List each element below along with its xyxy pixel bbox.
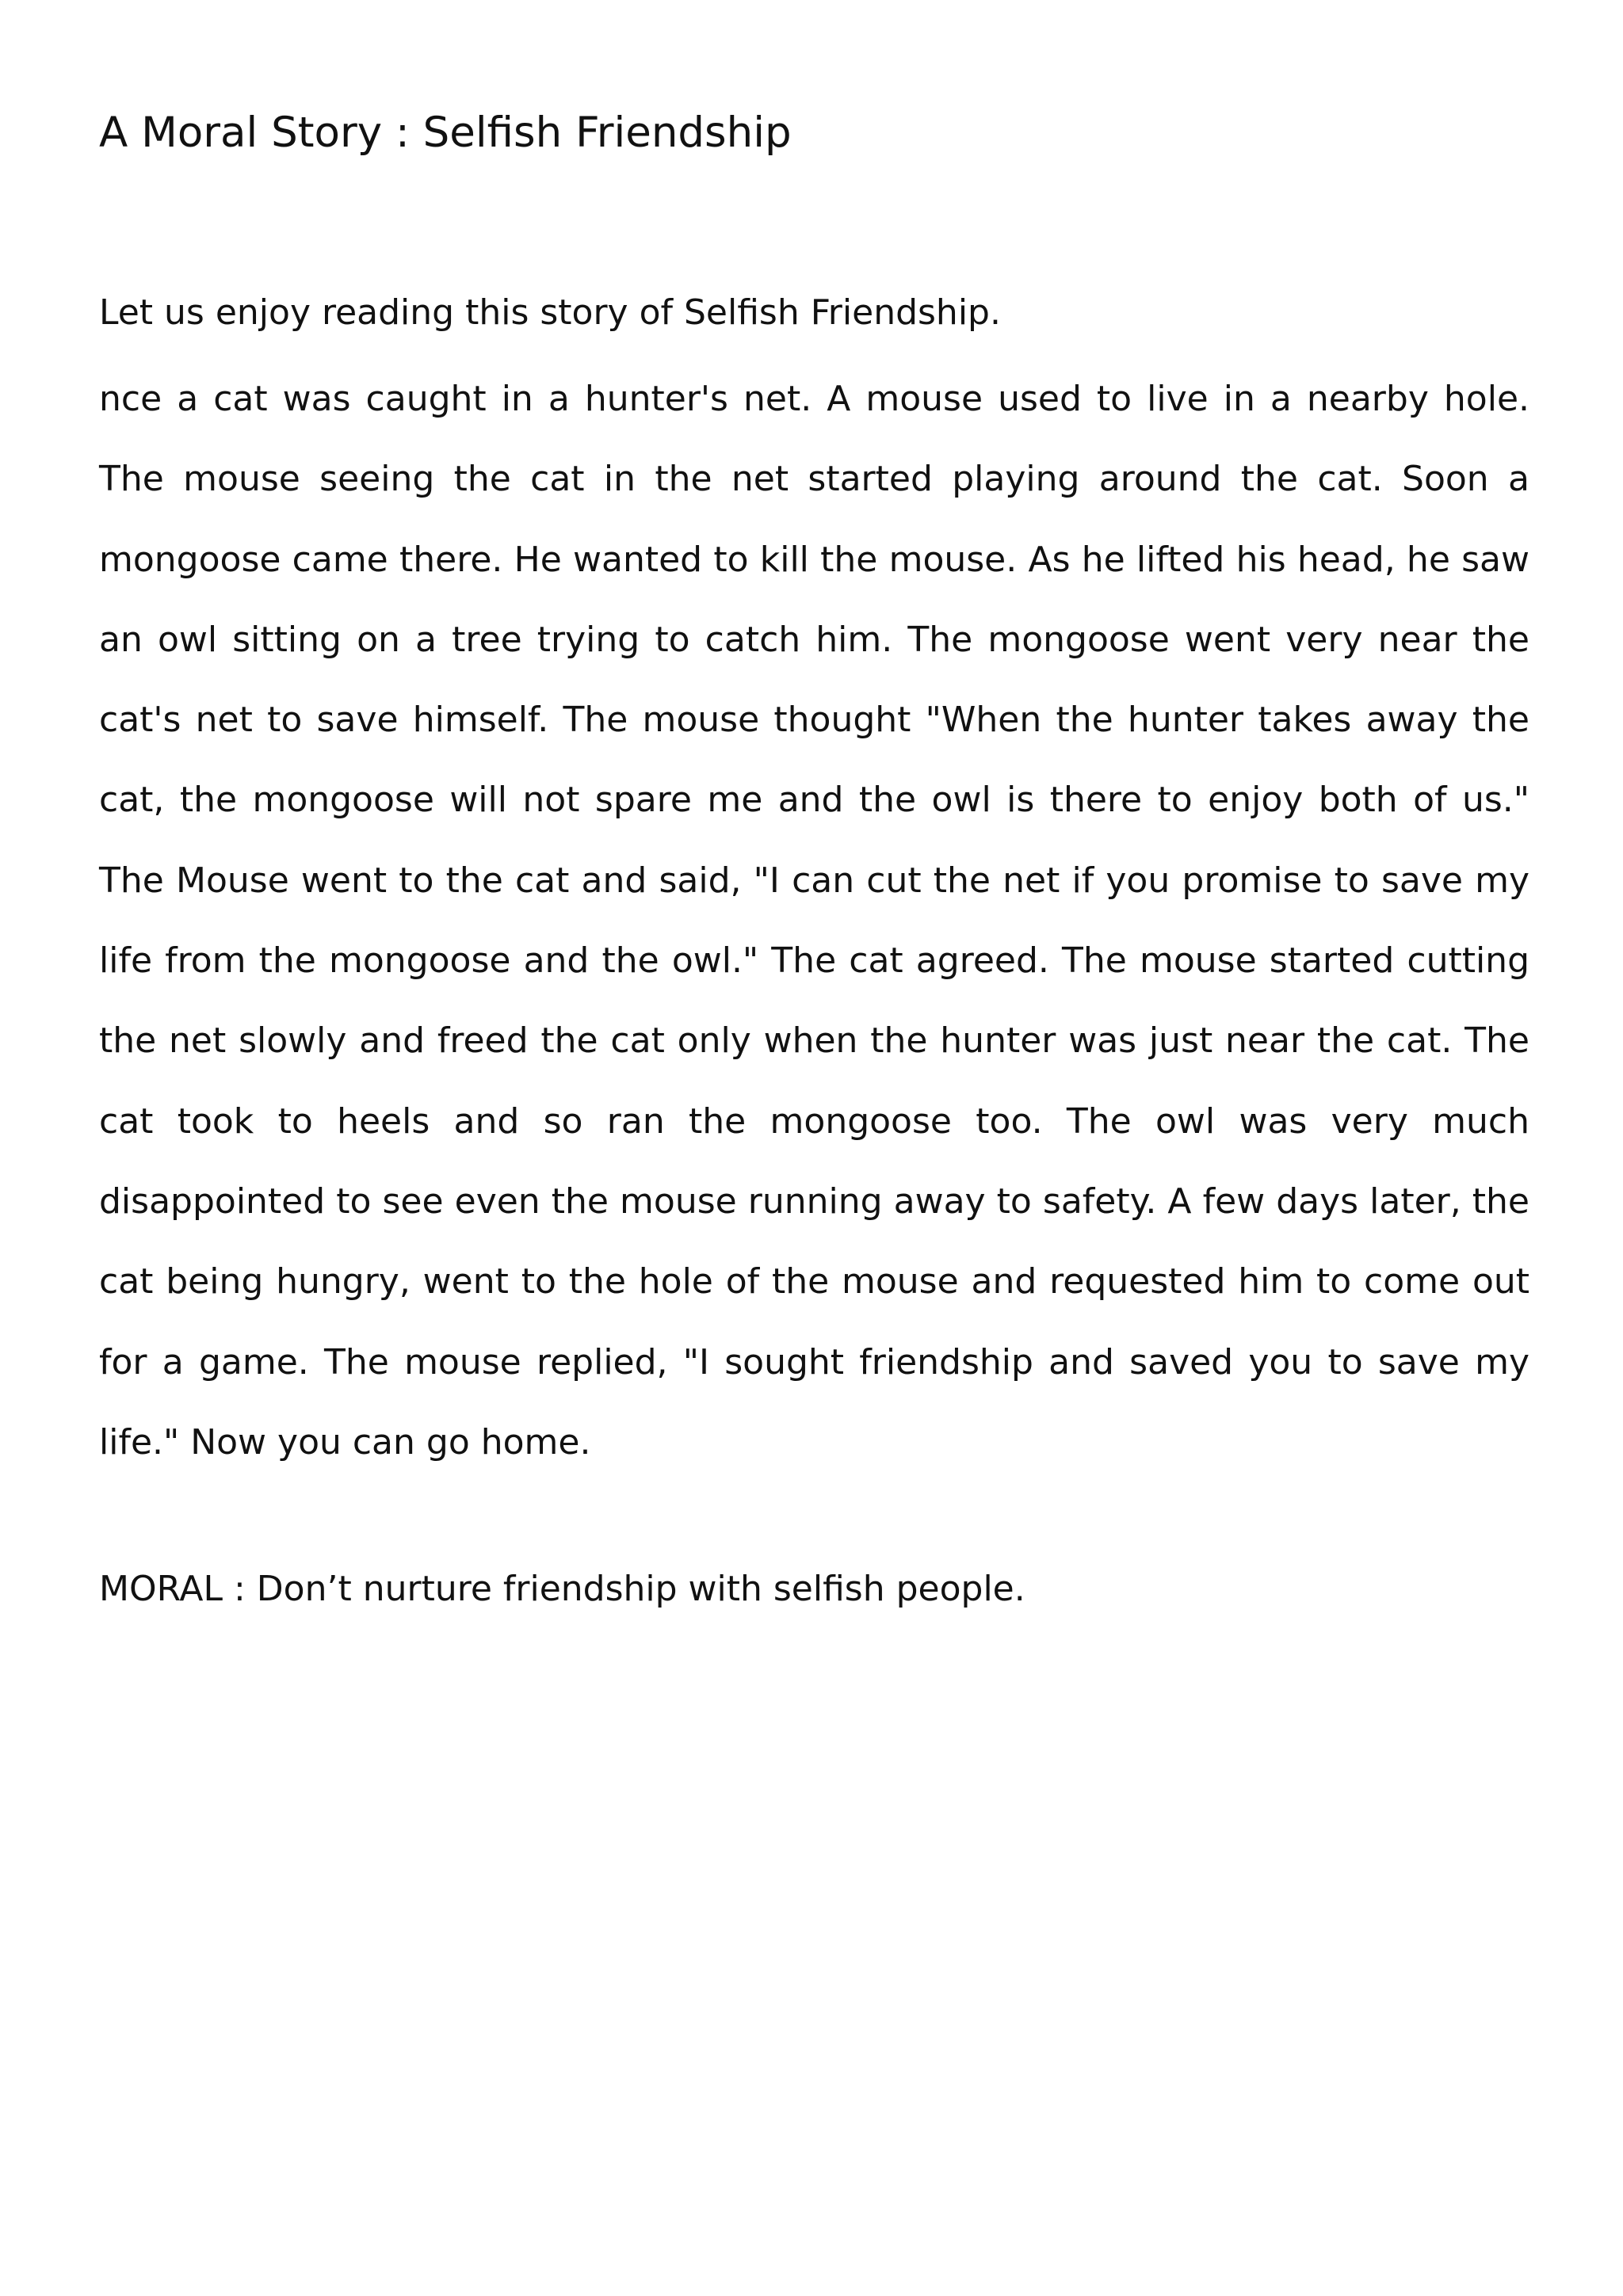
moral-text: MORAL : Don’t nurture friendship with selfish people. (99, 1569, 1025, 1609)
page-title: A Moral Story : Selfish Friendship (99, 109, 792, 157)
intro-text: Let us enjoy reading this story of Selfish Friendship. (99, 292, 1001, 333)
story-paragraph: nce a cat was caught in a hunter's net. A mouse used to live in a nearby hole. The mouse seeing the cat in the net started playing around the cat. Soon a mongoose came there. He wanted to kill the mouse. As he lifted his head, he saw an owl sitting on a tree trying to catch him. The mongoose went very near the cat's net to save himself. The mouse thought "When the hunter takes away the cat, the mongoose will not spare me and the owl is there to enjoy both of us." The Mouse went to the cat and said, "I can cut the net if you promise to save my life from the mongoose and the owl." The cat agreed. The mouse started cutting the net slowly and freed the cat only when the hunter was just near the cat. The cat took to heels and so ran the mongoose too. The owl was very much disappointed to see even the mouse running away to safety. A few days later, the cat being hungry, went to the hole of the mouse and requested him to come out for a game. The mouse replied, "I sought friendship and saved you to save my life." Now you can go home. (99, 379, 1529, 1463)
